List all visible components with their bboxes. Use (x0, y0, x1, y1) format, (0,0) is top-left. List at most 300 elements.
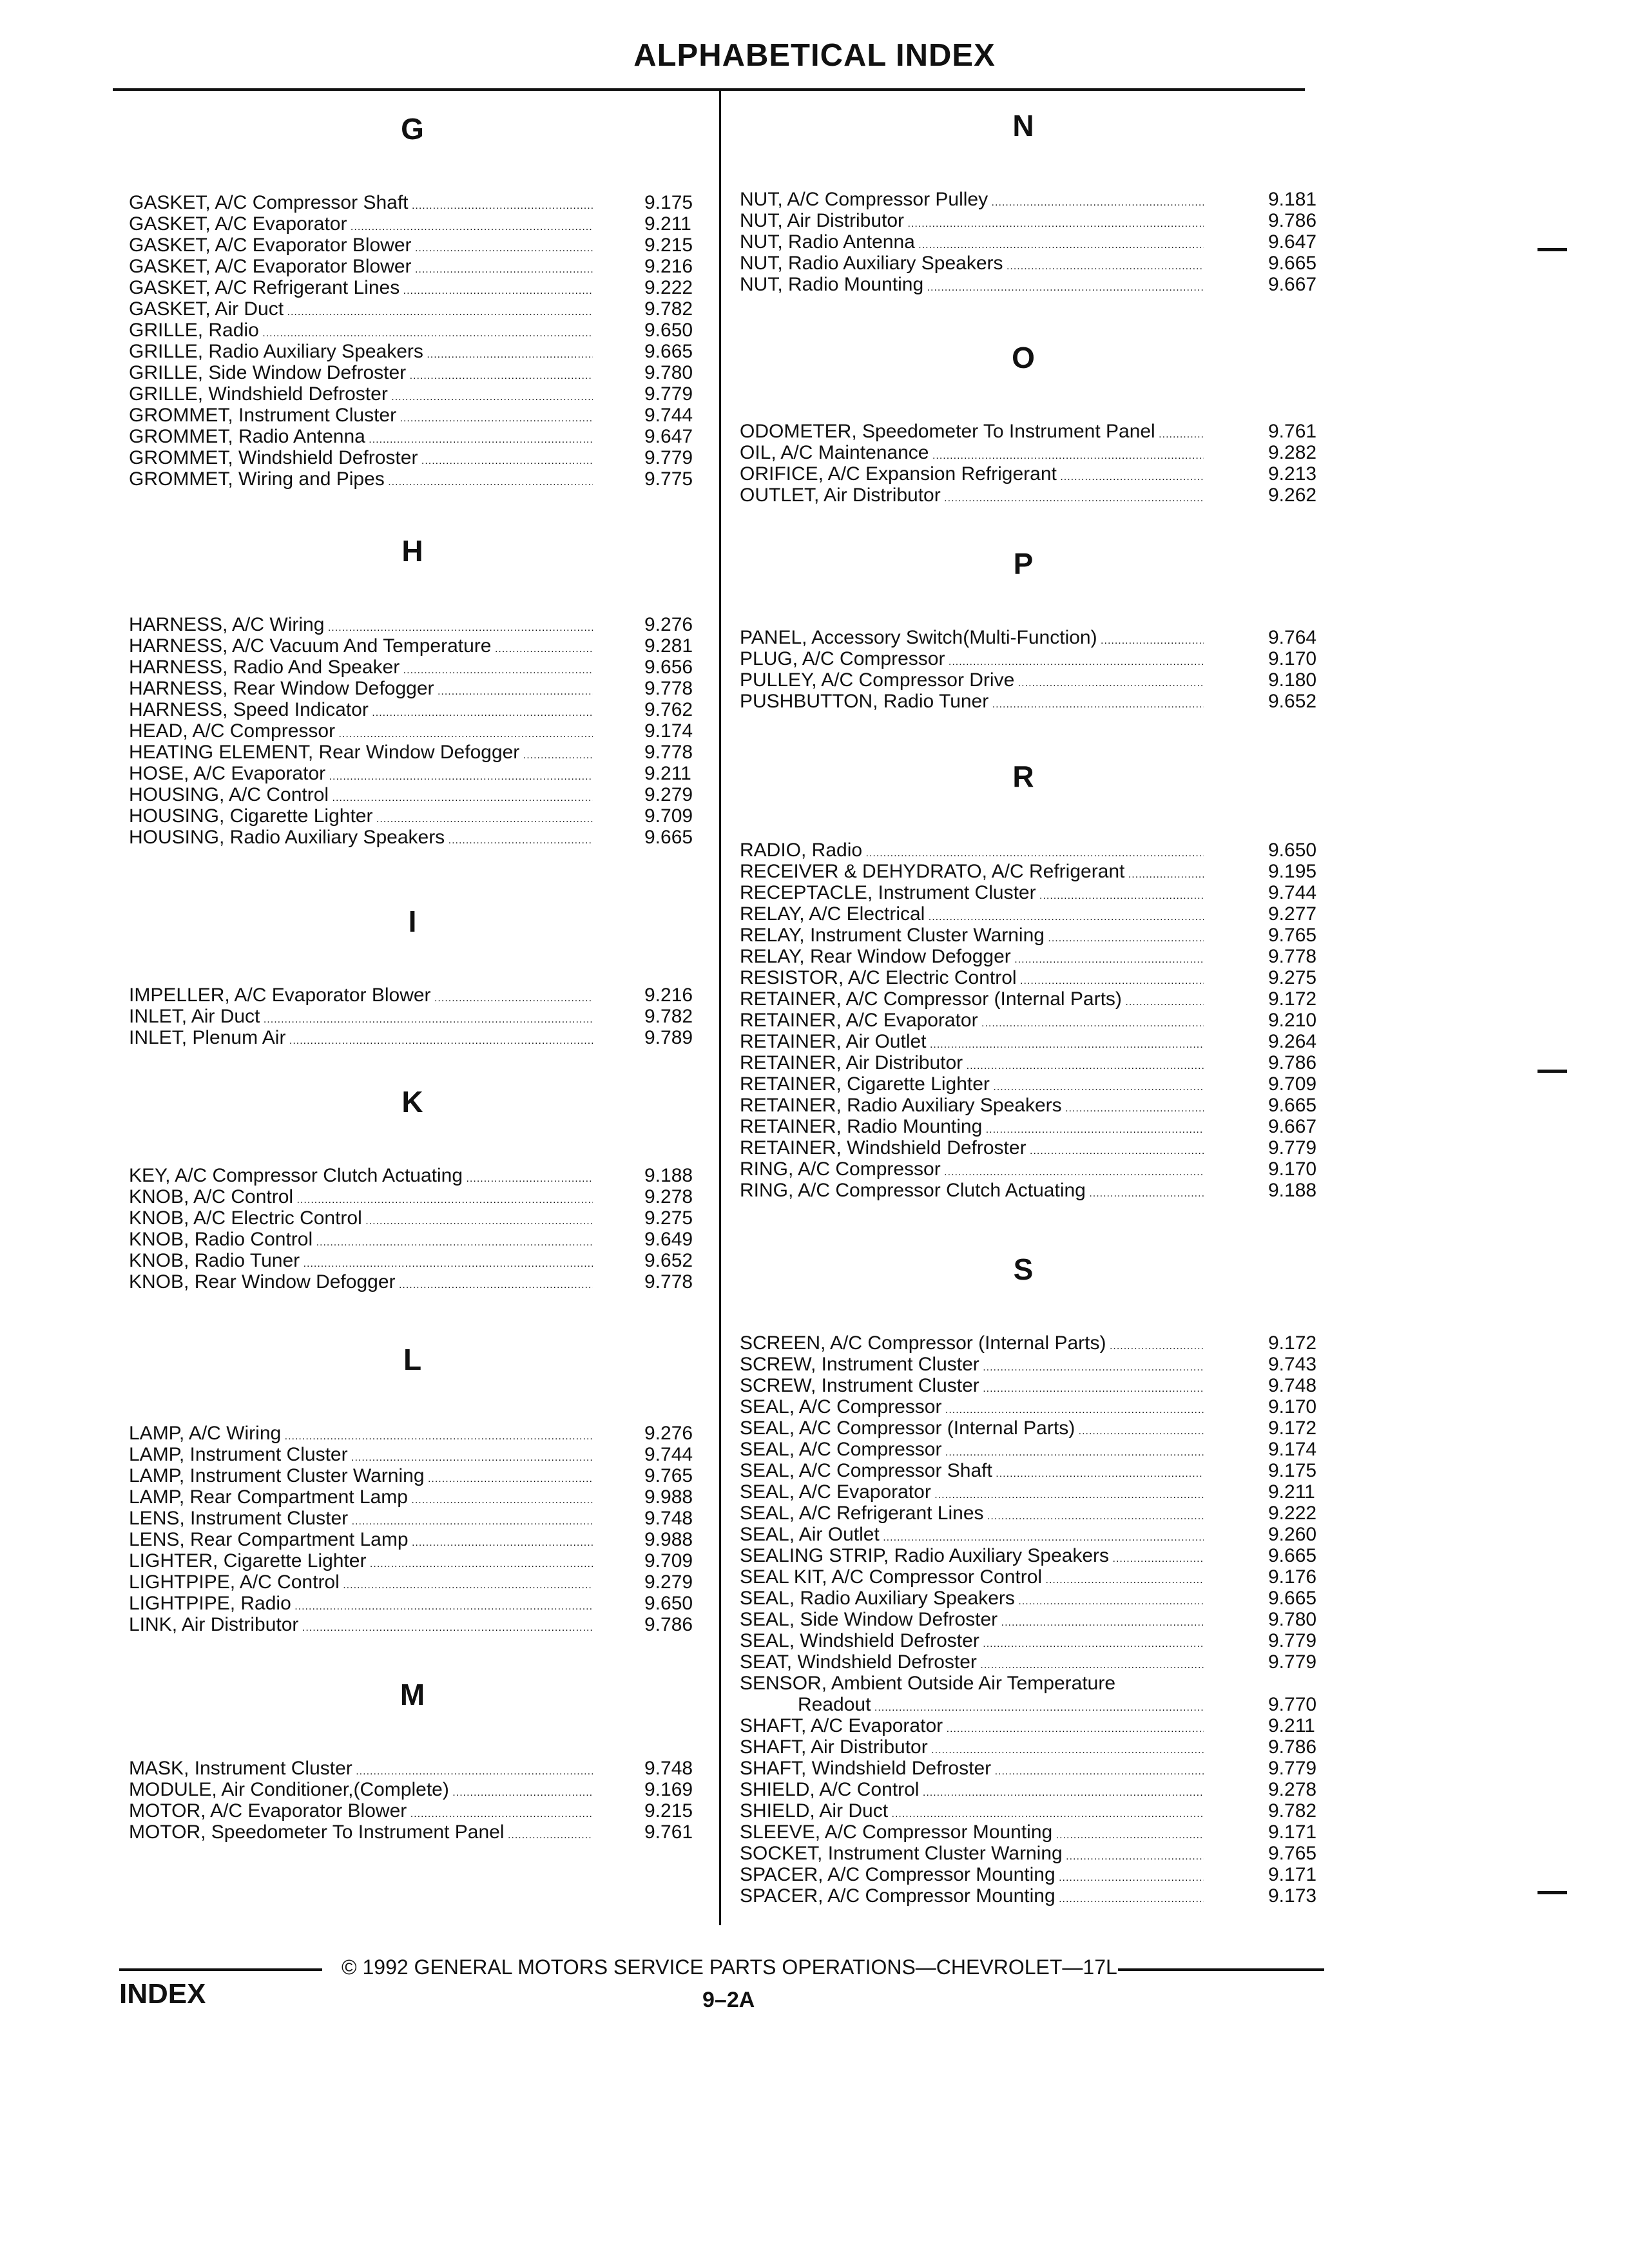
entry-page-ref: 9.665 (1268, 1588, 1317, 1609)
index-entry (740, 946, 1326, 967)
entry-term: GASKET, A/C Compressor Shaft ..... (129, 192, 593, 216)
index-entry (129, 1486, 715, 1508)
entry-term: SEAL, A/C Compressor ..... (740, 1396, 1204, 1421)
entry-page-ref: 9.176 (1268, 1566, 1317, 1588)
index-entry (740, 691, 1326, 712)
entry-term: SEAL, Windshield Defroster ..... (740, 1630, 1204, 1655)
entry-page-ref: 9.656 (644, 657, 693, 678)
section-letter: S (1013, 1253, 1034, 1286)
entry-term: LAMP, Rear Compartment Lamp ..... (129, 1486, 593, 1511)
entry-term: PLUG, A/C Compressor ..... (740, 648, 1204, 673)
entry-page-ref: 9.652 (644, 1250, 693, 1271)
index-entry (740, 1673, 1326, 1694)
index-entry (740, 1524, 1326, 1545)
edge-tick-mark (1537, 1070, 1567, 1073)
index-entry (129, 1821, 715, 1843)
index-entry (740, 861, 1326, 882)
entry-term: HARNESS, A/C Wiring ..... (129, 614, 593, 639)
index-section-i (129, 902, 715, 1048)
index-entry (129, 256, 715, 277)
entry-term: GASKET, Air Duct ..... (129, 298, 593, 323)
entry-page-ref: 9.211 (1268, 1715, 1315, 1736)
entry-term: GROMMET, Instrument Cluster ..... (129, 405, 593, 429)
index-entry (129, 678, 715, 699)
entry-term: SCREW, Instrument Cluster ..... (740, 1354, 1204, 1378)
entry-term: HOUSING, A/C Control ..... (129, 784, 593, 809)
entry-term: OUTLET, Air Distributor ..... (740, 485, 1204, 509)
entry-page-ref: 9.782 (644, 1006, 693, 1027)
index-entry (740, 1481, 1326, 1503)
entry-term: LIGHTPIPE, Radio ..... (129, 1593, 593, 1617)
entry-page-ref: 9.275 (644, 1207, 693, 1229)
entry-term: RETAINER, Radio Mounting ..... (740, 1116, 1204, 1140)
entry-term: LAMP, Instrument Cluster ..... (129, 1444, 593, 1468)
entry-page-ref: 9.174 (1268, 1439, 1317, 1460)
entry-term: GRILLE, Windshield Defroster ..... (129, 383, 593, 408)
entry-page-ref: 9.761 (644, 1821, 693, 1843)
entry-page-ref: 9.650 (644, 1593, 693, 1614)
index-entry (740, 1418, 1326, 1439)
entry-term: MOTOR, Speedometer To Instrument Panel ..... (129, 1821, 593, 1846)
index-entry (129, 1465, 715, 1486)
entry-term: NUT, Radio Antenna ..... (740, 231, 1204, 256)
entry-term: NUT, A/C Compressor Pulley ..... (740, 189, 1204, 213)
index-entry (740, 1545, 1326, 1566)
entry-term: RETAINER, A/C Compressor (Internal Parts) ..... (740, 988, 1204, 1013)
index-entry (129, 341, 715, 362)
index-section-h (129, 532, 715, 848)
index-entry (129, 1550, 715, 1571)
entry-page-ref: 9.264 (1268, 1031, 1317, 1052)
entry-page-ref: 9.173 (1268, 1885, 1317, 1907)
entry-page-ref: 9.779 (644, 383, 693, 405)
edge-tick-mark (1537, 1891, 1567, 1894)
edge-tick-mark (1537, 248, 1567, 251)
index-entry (740, 189, 1326, 210)
entry-term: GRILLE, Side Window Defroster ..... (129, 362, 593, 387)
entry-term: LIGHTPIPE, A/C Control ..... (129, 1571, 593, 1596)
entry-page-ref: 9.779 (1268, 1651, 1317, 1673)
section-letter: K (401, 1085, 423, 1119)
entry-term: MOTOR, A/C Evaporator Blower ..... (129, 1800, 593, 1825)
index-entry (740, 1566, 1326, 1588)
entry-term: LAMP, Instrument Cluster Warning ..... (129, 1465, 593, 1490)
index-entry (740, 627, 1326, 648)
entry-page-ref: 9.172 (1268, 988, 1317, 1010)
page-number: 9–2A (702, 1988, 755, 2012)
entry-term: RETAINER, A/C Evaporator ..... (740, 1010, 1204, 1034)
index-section-k (129, 1082, 715, 1293)
entry-term: RELAY, Instrument Cluster Warning ..... (740, 925, 1204, 949)
entry-page-ref: 9.649 (644, 1229, 693, 1250)
entry-page-ref: 9.743 (1268, 1354, 1317, 1375)
index-entry (129, 1229, 715, 1250)
entry-page-ref: 9.647 (1268, 231, 1317, 253)
entry-term: RING, A/C Compressor Clutch Actuating ..... (740, 1180, 1204, 1204)
entry-page-ref: 9.667 (1268, 1116, 1317, 1137)
entry-page-ref: 9.175 (1268, 1460, 1317, 1481)
entry-term: SHAFT, Air Distributor ..... (740, 1736, 1204, 1761)
entry-page-ref: 9.786 (644, 1614, 693, 1635)
index-entry (129, 1207, 715, 1229)
entry-page-ref: 9.665 (1268, 1545, 1317, 1566)
section-letter: G (401, 112, 424, 146)
entry-term: SEAL, Air Outlet ..... (740, 1524, 1204, 1548)
entry-term: LAMP, A/C Wiring ..... (129, 1423, 593, 1447)
entry-term: RETAINER, Windshield Defroster ..... (740, 1137, 1204, 1162)
entry-page-ref: 9.188 (644, 1165, 693, 1186)
section-letter: P (1013, 547, 1034, 581)
index-entry (129, 1027, 715, 1048)
index-entry (740, 442, 1326, 463)
entry-page-ref: 9.780 (644, 362, 693, 383)
entry-term: SCREEN, A/C Compressor (Internal Parts) ..... (740, 1332, 1204, 1357)
index-section-r (740, 757, 1326, 1201)
index-entry (740, 1396, 1326, 1418)
index-entry (129, 1250, 715, 1271)
entry-term: SEAL, A/C Compressor ..... (740, 1439, 1204, 1463)
index-entry (129, 1165, 715, 1186)
entry-term: NUT, Air Distributor ..... (740, 210, 1204, 235)
entry-term: SEAL, Radio Auxiliary Speakers ..... (740, 1588, 1204, 1612)
index-entry (740, 253, 1326, 274)
index-entry (740, 1158, 1326, 1180)
entry-page-ref: 9.665 (644, 341, 693, 362)
index-entry (740, 421, 1326, 442)
entry-term: RECEPTACLE, Instrument Cluster ..... (740, 882, 1204, 907)
index-entry (129, 1614, 715, 1635)
entry-page-ref: 9.988 (644, 1486, 693, 1508)
entry-page-ref: 9.170 (1268, 1396, 1317, 1418)
entry-page-ref: 9.174 (644, 720, 693, 742)
entry-term: HARNESS, A/C Vacuum And Temperature ..... (129, 635, 593, 660)
entry-page-ref: 9.175 (644, 192, 693, 213)
entry-term: LENS, Rear Compartment Lamp ..... (129, 1529, 593, 1553)
entry-page-ref: 9.169 (644, 1779, 693, 1800)
entry-page-ref: 9.709 (644, 1550, 693, 1571)
entry-page-ref: 9.215 (644, 1800, 693, 1821)
page-title: ALPHABETICAL INDEX (633, 38, 996, 73)
entry-page-ref: 9.764 (1268, 627, 1317, 648)
entry-page-ref: 9.172 (1268, 1332, 1317, 1354)
index-entry (740, 1736, 1326, 1758)
section-letter: R (1012, 760, 1034, 793)
entry-page-ref: 9.171 (1268, 1821, 1317, 1843)
entry-page-ref: 9.277 (1268, 903, 1317, 925)
entry-term: SOCKET, Instrument Cluster Warning ..... (740, 1843, 1204, 1867)
index-entry (740, 1010, 1326, 1031)
entry-term: MODULE, Air Conditioner,(Complete) ..... (129, 1779, 593, 1803)
index-entry (740, 1031, 1326, 1052)
entry-term: RECEIVER & DEHYDRATO, A/C Refrigerant ..... (740, 861, 1204, 885)
entry-page-ref: 9.778 (644, 678, 693, 699)
entry-term: HOUSING, Cigarette Lighter ..... (129, 805, 593, 830)
entry-term: ORIFICE, A/C Expansion Refrigerant ..... (740, 463, 1204, 488)
index-entry (740, 1137, 1326, 1158)
index-entry (740, 231, 1326, 253)
index-entry (129, 763, 715, 784)
index-entry (740, 1609, 1326, 1630)
entry-page-ref: 9.650 (644, 320, 693, 341)
index-entry (740, 925, 1326, 946)
entry-page-ref: 9.748 (644, 1508, 693, 1529)
index-entry (740, 485, 1326, 506)
index-entry (740, 967, 1326, 988)
entry-term: HEAD, A/C Compressor ..... (129, 720, 593, 745)
entry-page-ref: 9.647 (644, 426, 693, 447)
entry-page-ref: 9.782 (1268, 1800, 1317, 1821)
index-entry (129, 298, 715, 320)
index-section-s (740, 1250, 1326, 1907)
index-entry (129, 614, 715, 635)
entry-term: RELAY, A/C Electrical ..... (740, 903, 1204, 928)
entry-page-ref: 9.779 (644, 447, 693, 468)
entry-page-ref: 9.667 (1268, 274, 1317, 295)
top-rule (113, 88, 1305, 91)
index-entry (740, 1116, 1326, 1137)
entry-term: PUSHBUTTON, Radio Tuner ..... (740, 691, 1204, 715)
entry-term: SLEEVE, A/C Compressor Mounting ..... (740, 1821, 1204, 1846)
entry-term: LENS, Instrument Cluster ..... (129, 1508, 593, 1532)
entry-page-ref: 9.786 (1268, 210, 1317, 231)
index-entry (129, 383, 715, 405)
entry-term: RETAINER, Radio Auxiliary Speakers ..... (740, 1095, 1204, 1119)
index-entry (740, 463, 1326, 485)
index-entry (740, 1843, 1326, 1864)
entry-term: IMPELLER, A/C Evaporator Blower ..... (129, 985, 593, 1009)
index-entry (740, 1332, 1326, 1354)
index-section-o (740, 338, 1326, 506)
index-entry (129, 784, 715, 805)
entry-page-ref: 9.778 (644, 742, 693, 763)
index-entry (740, 1758, 1326, 1779)
index-entry (129, 742, 715, 763)
entry-term: HARNESS, Radio And Speaker ..... (129, 657, 593, 681)
index-entry (129, 277, 715, 298)
index-entry (129, 1423, 715, 1444)
entry-page-ref: 9.170 (1268, 648, 1317, 669)
entry-page-ref: 9.782 (644, 298, 693, 320)
index-entry (129, 1800, 715, 1821)
entry-term: SHAFT, Windshield Defroster ..... (740, 1758, 1204, 1782)
index-entry (740, 1821, 1326, 1843)
entry-term: KNOB, Rear Window Defogger ..... (129, 1271, 593, 1296)
entry-page-ref: 9.744 (644, 405, 693, 426)
index-entry (740, 1503, 1326, 1524)
entry-page-ref: 9.786 (1268, 1052, 1317, 1073)
index-entry (740, 903, 1326, 925)
entry-term: GROMMET, Wiring and Pipes ..... (129, 468, 593, 493)
index-entry (740, 669, 1326, 691)
entry-term: HEATING ELEMENT, Rear Window Defogger ..... (129, 742, 593, 766)
entry-page-ref: 9.276 (644, 614, 693, 635)
entry-term: PANEL, Accessory Switch(Multi-Function) ..... (740, 627, 1204, 651)
section-letter: O (1012, 341, 1035, 374)
entry-term: SENSOR, Ambient Outside Air Temperature (740, 1673, 1116, 1694)
entry-term: GRILLE, Radio Auxiliary Speakers ..... (129, 341, 593, 365)
index-entry (740, 1800, 1326, 1821)
section-label: INDEX (119, 1978, 206, 2010)
index-entry (129, 405, 715, 426)
entry-page-ref: 9.789 (644, 1027, 693, 1048)
index-section-m (129, 1675, 715, 1843)
entry-term: HARNESS, Rear Window Defogger ..... (129, 678, 593, 702)
index-entry (129, 1444, 715, 1465)
entry-term: INLET, Air Duct ..... (129, 1006, 593, 1030)
entry-term: GROMMET, Radio Antenna ..... (129, 426, 593, 450)
entry-term: KEY, A/C Compressor Clutch Actuating ..... (129, 1165, 593, 1189)
entry-page-ref: 9.275 (1268, 967, 1317, 988)
index-entry (740, 1588, 1326, 1609)
index-entry (129, 827, 715, 848)
index-entry (129, 1779, 715, 1800)
entry-page-ref: 9.775 (644, 468, 693, 490)
entry-term: OIL, A/C Maintenance ..... (740, 442, 1204, 466)
index-section-g (129, 110, 715, 490)
entry-term: Readout ..... (740, 1694, 1204, 1718)
entry-page-ref: 9.709 (644, 805, 693, 827)
index-entry (129, 635, 715, 657)
entry-page-ref: 9.213 (1268, 463, 1317, 485)
entry-term: GASKET, A/C Evaporator Blower ..... (129, 256, 593, 280)
index-entry (129, 1571, 715, 1593)
index-entry (129, 426, 715, 447)
entry-term: GROMMET, Windshield Defroster ..... (129, 447, 593, 472)
entry-page-ref: 9.988 (644, 1529, 693, 1550)
section-letter: M (400, 1678, 425, 1711)
entry-page-ref: 9.786 (1268, 1736, 1317, 1758)
index-entry (129, 213, 715, 235)
entry-page-ref: 9.180 (1268, 669, 1317, 691)
index-entry (740, 1864, 1326, 1885)
column-divider (719, 90, 721, 1925)
entry-term: KNOB, Radio Control ..... (129, 1229, 593, 1253)
index-entry (129, 1593, 715, 1614)
entry-page-ref: 9.779 (1268, 1758, 1317, 1779)
entry-page-ref: 9.650 (1268, 840, 1317, 861)
entry-page-ref: 9.665 (1268, 1095, 1317, 1116)
entry-page-ref: 9.216 (644, 985, 693, 1006)
entry-term: SEAL, Side Window Defroster ..... (740, 1609, 1204, 1633)
entry-page-ref: 9.709 (1268, 1073, 1317, 1095)
index-entry (740, 1439, 1326, 1460)
entry-term: SEAL, A/C Compressor (Internal Parts) ..... (740, 1418, 1204, 1442)
index-entry (129, 362, 715, 383)
entry-page-ref: 9.748 (1268, 1375, 1317, 1396)
entry-page-ref: 9.282 (1268, 442, 1317, 463)
entry-page-ref: 9.262 (1268, 485, 1317, 506)
entry-term: SHIELD, Air Duct ..... (740, 1800, 1204, 1825)
entry-term: SEAL KIT, A/C Compressor Control ..... (740, 1566, 1204, 1591)
index-entry (740, 1779, 1326, 1800)
entry-term: LINK, Air Distributor ..... (129, 1614, 593, 1639)
entry-page-ref: 9.748 (644, 1758, 693, 1779)
footer-rule-left (119, 1968, 322, 1971)
copyright-notice: © 1992 GENERAL MOTORS SERVICE PARTS OPERATIONS—CHEVROLET—17L (342, 1956, 1117, 1979)
entry-page-ref: 9.278 (644, 1186, 693, 1207)
entry-term: GASKET, A/C Evaporator ..... (129, 213, 593, 238)
entry-page-ref: 9.778 (644, 1271, 693, 1293)
index-entry (129, 468, 715, 490)
entry-term: SHIELD, A/C Control ..... (740, 1779, 1204, 1803)
index-entry (740, 648, 1326, 669)
entry-term: SPACER, A/C Compressor Mounting ..... (740, 1864, 1204, 1888)
entry-page-ref: 9.170 (1268, 1158, 1317, 1180)
entry-page-ref: 9.765 (1268, 925, 1317, 946)
section-letter: I (408, 905, 417, 938)
entry-page-ref: 9.770 (1268, 1694, 1317, 1715)
entry-term: HARNESS, Speed Indicator ..... (129, 699, 593, 724)
index-entry (740, 1885, 1326, 1907)
entry-page-ref: 9.211 (644, 213, 691, 235)
entry-term: SEAT, Windshield Defroster ..... (740, 1651, 1204, 1676)
entry-page-ref: 9.215 (644, 235, 693, 256)
section-letter: H (401, 534, 423, 568)
footer-rule-right (1118, 1968, 1324, 1971)
entry-page-ref: 9.222 (1268, 1503, 1317, 1524)
index-entry (129, 720, 715, 742)
index-entry (740, 1630, 1326, 1651)
entry-page-ref: 9.762 (644, 699, 693, 720)
entry-term: PULLEY, A/C Compressor Drive ..... (740, 669, 1204, 694)
index-entry (129, 192, 715, 213)
entry-term: MASK, Instrument Cluster ..... (129, 1758, 593, 1782)
index-entry (740, 1694, 1326, 1715)
entry-page-ref: 9.188 (1268, 1180, 1317, 1201)
entry-page-ref: 9.195 (1268, 861, 1317, 882)
entry-page-ref: 9.279 (644, 1571, 693, 1593)
index-entry (740, 1052, 1326, 1073)
entry-term: RADIO, Radio ..... (740, 840, 1204, 864)
index-entry (740, 882, 1326, 903)
entry-term: RETAINER, Cigarette Lighter ..... (740, 1073, 1204, 1098)
entry-page-ref: 9.211 (1268, 1481, 1315, 1503)
index-entry (740, 1375, 1326, 1396)
index-entry (129, 985, 715, 1006)
entry-term: RING, A/C Compressor ..... (740, 1158, 1204, 1183)
entry-term: GASKET, A/C Evaporator Blower ..... (129, 235, 593, 259)
entry-term: SEAL, A/C Refrigerant Lines ..... (740, 1503, 1204, 1527)
entry-page-ref: 9.211 (644, 763, 691, 784)
index-entry (740, 1354, 1326, 1375)
entry-term: NUT, Radio Mounting ..... (740, 274, 1204, 298)
entry-page-ref: 9.281 (644, 635, 693, 657)
entry-term: SHAFT, A/C Evaporator ..... (740, 1715, 1204, 1740)
entry-term: SCREW, Instrument Cluster ..... (740, 1375, 1204, 1399)
index-entry (740, 1095, 1326, 1116)
entry-term: HOUSING, Radio Auxiliary Speakers ..... (129, 827, 593, 851)
index-entry (129, 657, 715, 678)
index-entry (740, 1180, 1326, 1201)
entry-page-ref: 9.779 (1268, 1137, 1317, 1158)
entry-term: INLET, Plenum Air ..... (129, 1027, 593, 1052)
entry-term: RETAINER, Air Distributor ..... (740, 1052, 1204, 1077)
entry-term: LIGHTER, Cigarette Lighter ..... (129, 1550, 593, 1575)
index-entry (129, 1529, 715, 1550)
index-entry (129, 1186, 715, 1207)
entry-term: HOSE, A/C Evaporator ..... (129, 763, 593, 787)
index-entry (129, 1758, 715, 1779)
entry-page-ref: 9.761 (1268, 421, 1317, 442)
index-entry (740, 210, 1326, 231)
index-entry (129, 447, 715, 468)
entry-term: ODOMETER, Speedometer To Instrument Panel ..... (740, 421, 1204, 445)
index-entry (129, 805, 715, 827)
entry-page-ref: 9.779 (1268, 1630, 1317, 1651)
entry-term: NUT, Radio Auxiliary Speakers ..... (740, 253, 1204, 277)
entry-term: SEAL, A/C Compressor Shaft ..... (740, 1460, 1204, 1485)
entry-term: SEAL, A/C Evaporator ..... (740, 1481, 1204, 1506)
